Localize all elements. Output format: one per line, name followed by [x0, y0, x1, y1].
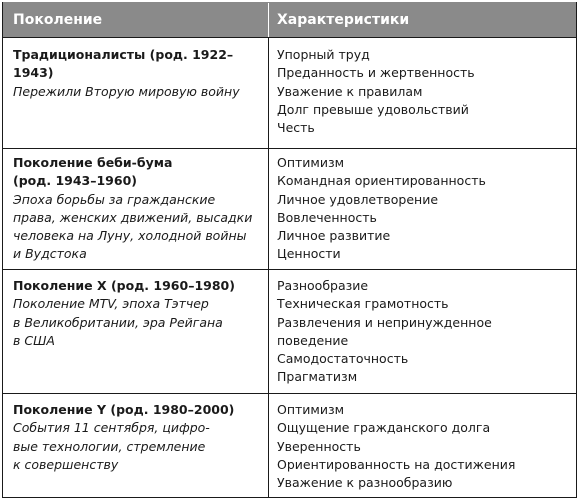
list-item: Уважение к правилам: [277, 83, 423, 99]
column-divider: [268, 394, 269, 497]
list-item: Честь: [277, 120, 315, 136]
generations-table: [2, 2, 577, 498]
list-item: Самодостаточность: [277, 351, 409, 367]
list-item: Уверенность: [277, 438, 361, 454]
generation-cell: [13, 401, 261, 474]
generation-title: Поколение Y (род. 1980–2000): [13, 402, 235, 417]
list-item: Оптимизм: [277, 155, 345, 170]
column-divider: [268, 270, 269, 393]
list-item: Техническая грамотность: [277, 296, 449, 312]
table-row: [3, 37, 576, 148]
table-row: [3, 148, 576, 269]
table-row: [3, 269, 576, 393]
list-item: Упорный труд: [277, 47, 370, 62]
characteristics-cell: [277, 401, 572, 492]
list-item: Личное удовлетворение: [277, 191, 439, 207]
characteristics-cell: [277, 277, 572, 387]
list-item: Преданность и жертвенность: [277, 65, 475, 81]
list-item: Ценности: [277, 246, 341, 262]
list-item: Оптимизм: [277, 402, 345, 417]
header-generation: Поколение: [13, 12, 103, 28]
list-item: Вовлеченность: [277, 209, 377, 225]
list-item: Долг превыше удовольствий: [277, 101, 469, 117]
characteristics-cell: [277, 46, 572, 137]
list-item: Прагматизм: [277, 369, 358, 385]
characteristics-list: [277, 154, 572, 264]
list-item: Развлечения и непринужденное поведение: [277, 314, 492, 348]
generation-description: Пережили Вторую мировую войну: [13, 83, 240, 99]
generation-cell: [13, 154, 261, 264]
header-characteristics: Характеристики: [277, 12, 410, 28]
list-item: Личное развитие: [277, 228, 391, 244]
generation-title: Поколение X (род. 1960–1980): [13, 278, 235, 293]
generation-description: Эпоха борьбы за гражданские права, женских движений, высадки человека на Луну, холодной войны и Вудстока: [13, 191, 253, 262]
header-divider: [268, 3, 269, 37]
column-divider: [268, 149, 269, 269]
table-row: [3, 393, 576, 497]
characteristics-list: [277, 46, 572, 137]
column-divider: [268, 38, 269, 148]
generation-cell: [13, 46, 261, 101]
generation-cell: [13, 277, 261, 350]
list-item: Ощущение гражданского долга: [277, 420, 491, 436]
list-item: Разнообразие: [277, 278, 369, 293]
list-item: Командная ориентированность: [277, 173, 486, 189]
generation-description: События 11 сентября, цифро- вые технологии, стремление к совершенству: [13, 420, 210, 472]
generation-title: Традиционалисты (род. 1922–1943): [13, 47, 234, 81]
list-item: Уважение к разнообразию: [277, 475, 453, 491]
characteristics-list: [277, 277, 572, 387]
characteristics-cell: [277, 154, 572, 264]
table-header: [3, 2, 576, 37]
list-item: Ориентированность на достижения: [277, 456, 516, 472]
characteristics-list: [277, 401, 572, 492]
generation-title: Поколение беби-бума (род. 1943–1960): [13, 155, 173, 189]
generation-description: Поколение MTV, эпоха Тэтчер в Великобритании, эра Рейгана в США: [13, 296, 223, 348]
